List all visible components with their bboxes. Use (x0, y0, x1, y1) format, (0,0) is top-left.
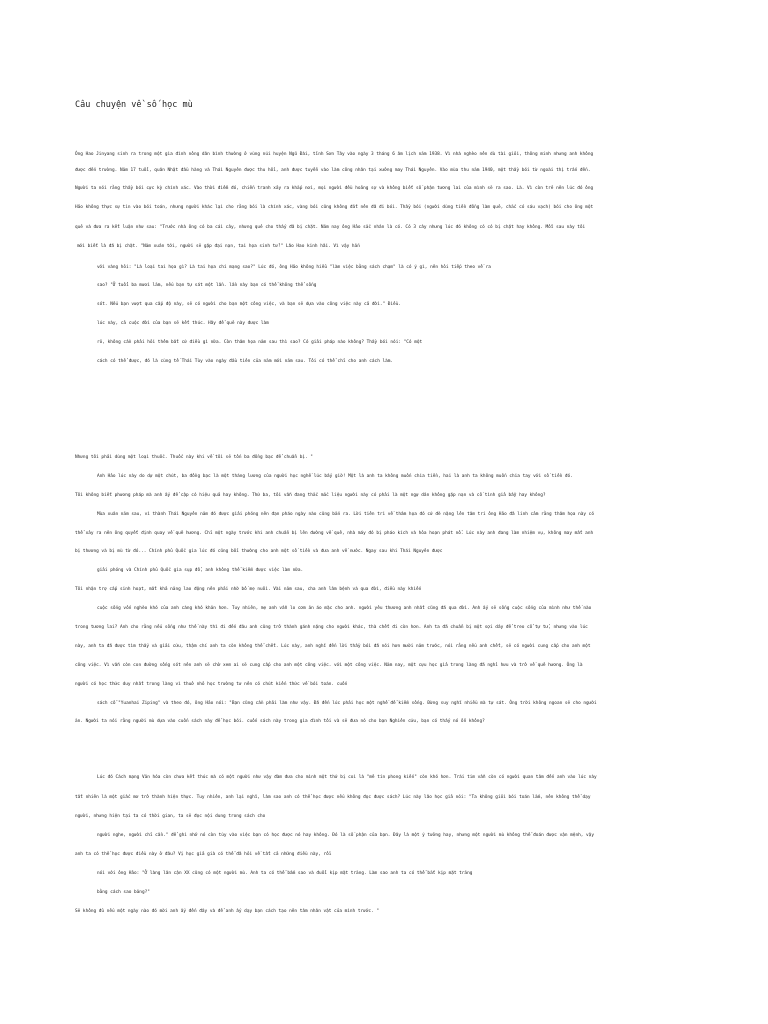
text-line: này, anh ta đã được tìm thấy và giải cứu, thậm chí anh ta còn không thể chết. Lúc này, anh nghĩ đến lời thầy bói đã nói hơn mười năm trước, nói rằng nếu anh chết, sẽ có người cung cấp cho anh một (75, 644, 591, 649)
text-line: quẻ và đưa ra kết luận như sau: "Trước nhà ông có ba cái cây, nhưng quẻ cho thấy đã bị chặt. Năm nay ông Hảo sắc nhân là có. Có 3 cây nhưng lúc đó không có có bị chặt hay không. Mỗi sau này tôi (75, 225, 586, 230)
text-line: Sẽ không đủ nếu một ngày nào đó mời anh ấy đến đây và để anh ấy dạy bạn cách tạo nên tâm nhân vật của mình trước. " (75, 909, 379, 914)
text-line: mới biết là đã bị chặt. "Năm xuân tới, người sẽ gặp đại nạn, tai họa sinh tử!" Lão Hao kinh hãi. Vì vậy hắn (77, 244, 360, 249)
text-line: ăn. Người ta nói rằng người mù dựa vào cuốn sách này để học bói. cuốn sách này trong gia đình tôi và sẽ đưa nó cho bạn Nghiên cứu, bạn có thấy nó ổn không? (75, 719, 485, 724)
text-line: sao? "Ở tuổi ba mươi lăm, nếu bạn tự sát một lần. lần này bạn có thể không thể sống (97, 283, 317, 288)
text-line: người nghe, người chỉ cần." để ghi nhớ nó còn tùy vào việc bạn có học được nó hay không. Đó là số phận của bạn. Đây là một ý tưởng hay, nhưng một người mù không thể đoán được vận mệnh, vậy (97, 833, 594, 838)
text-line: thể xảy ra nên ông quyết định quay về quê hương. Chỉ một ngày trước khi anh chuẩn bị lên đường về quê, nhà máy đó bị pháo kích và hỏa hoạn phát nổ. Lúc này anh đang làm nhiệm vụ, không may mất anh (75, 531, 594, 536)
text-line: được đến trường. Năm 17 tuổi, quân Nhật đầu hàng và Thái Nguyên được thu hồi, anh được tuyển vào làm công nhân tại xưởng may Thái Nguyên. Vào mùa thu năm 1940, một thầy bói từ ngoài thị trấn đến. (75, 168, 591, 173)
text-line: Mùa xuân năm sau, vì thành Thái Nguyên năm đó được giải phóng nên đạn pháo ngày nào cũng bắn ra. Lời tiên tri về thâm họa đó cứ đè nặng lên tâm trí ông Hảo đã linh cảm rằng thâm họa này có (97, 512, 594, 517)
text-line: Tôi nhận trợ cấp sinh hoạt, mất khả năng lao động nên phải nhờ bố mẹ nuôi. Vài năm sau, cha anh lâm bệnh và qua đời, điều này khiến (75, 587, 422, 592)
text-line: nói với ông Hảo: "Ở làng lân cận XX cũng có một người mù. Anh ta có thể bấm sao và đuổi kịp mặt trăng. Làm sao anh ta có thể bắt kịp mặt trăng (97, 871, 473, 876)
text-line: bằng cách sao băng?" (97, 890, 150, 895)
text-line: lúc này, cả cuộc đời của bạn sẽ kết thúc. Hãy để quẻ này được làm (97, 321, 269, 326)
text-line: người có học thức duy nhất trong làng vì thuở nhỏ học trường tư nên có chút kiến thức về bói toán. cuốn (75, 682, 348, 687)
text-line: người, nhưng hiện tại ta có thời gian, ta sẽ đọc nội dung trong sách cho (75, 814, 266, 819)
text-line: công việc. Vì vẫn còn con đường sống sót nên anh sẽ chờ xem ai sẽ cung cấp cho anh một công việc. với một công việc. Năm nay, một cựu học giả trong làng đã nghỉ hưu và trở về quê hương. Ông là (75, 663, 583, 668)
text-line: cách có thể được, đó là cùng tế Thái Tùy vào ngày đầu tiên của năm mới năm sau. Tôi có thể chỉ cho anh cách làm. (97, 359, 394, 364)
text-line: rõ, không cần phải hỏi thêm bất cứ điều gì nữa. Còn thâm họa năm sau thì sao? Có giải pháp nào không? Thầy bói nói: "Có một (97, 340, 423, 345)
text-line: bị thương và bị mù từ đó... Chính phủ Quốc gia lúc đó cũng bối thường cho anh một số tiền và đưa anh về nước. Ngay sau khi Thái Nguyên được (75, 549, 443, 554)
text-line: Ông Hao Jinyang sinh ra trong một gia đình nông dân bình thường ở vùng núi huyện Ngũ Đài, tỉnh Sơn Tây vào ngày 3 tháng 6 âm lịch năm 1938. Vì nhà nghèo nên dù tài giỏi, thông minh nhưng anh không (75, 152, 594, 157)
text-line: với vàng hỏi: "Là loại tai họa gì? Là tai họa chí mạng sao?" Lúc đó, ông Hảo không hiểu "làm việc bằng sách chạm" là có ý gì, nên hỏi tiếp theo về ra (97, 265, 491, 270)
text-line: Người ta nói rằng thầy bói cực kỳ chính xác. Vào thời điểm đó, chiến tranh xảy ra khắp nơi, mọi người đều hoảng sợ và không biết số phận tương lai của mình sẽ ra sao. Là. Vì còn trẻ nên lúc đó ông (75, 186, 594, 191)
text-line: giải phóng và Chính phủ Quốc gia sụp đổ, anh không thể kiếm được việc làm nữa. (97, 568, 304, 573)
text-line: trong tương lai? Anh cho rằng nếu sống như thế này thì đi đến đâu anh cũng trở thành gánh nặng cho người khác, thà chết đi còn hơn. Anh ta đã chuẩn bị một sợi dây để treo cổ tự tử, nhưng vào lúc (75, 625, 588, 630)
text-line: sách cổ "Yuanhai Ziping" và theo đó, ông Hảo nói: "Bạn cũng cần phải làm như vậy. Đã đến lúc phải học một nghề để kiếm sống. Đừng suy nghĩ nhiều mà tự sát. Ông trời không ngoan sẽ cho người (97, 701, 597, 706)
text-line: Nhưng tôi phải dùng một loại thuốc. Thuốc này khi về tôi sẽ tốn ba đồng bạc để chuẩn bị. " (75, 455, 313, 460)
text-line: cuộc sống vốn nghèo khó của anh càng khó khăn hơn. Tuy nhiên, mẹ anh vẫn lo cơm ăn áo mặc cho anh. người yêu thương anh nhất cũng đã qua đời. Anh ấy sẽ sống cuộc sống của mình như thế nào (97, 606, 592, 611)
page-title: Câu chuyện về số học mù (75, 100, 193, 110)
text-line: anh ta có thể học được điều này ở đâu? Vị học giả già có thể đã hỏi về tất cả những điều này, rồi (75, 852, 332, 857)
text-line: tất nhiên là một giấc mơ trở thành hiện thực. Tuy nhiên, anh lại nghĩ, làm sao anh có thể học được nếu không đọc được sách? Lúc này lão học giả nói: "Ta không giỏi bói toán lắm, nên không thể dạy (75, 795, 591, 800)
text-line: Tôi không biết phương pháp mà anh ấy để cập có hiệu quả hay không. Thứ ba, tôi vẫn đang thắc mắc liệu người này có phải là một ngự dân không gặp nạn và cố tình giả bẫy hay không? (75, 493, 546, 498)
text-line: Lúc đó Cách mạng Văn hóa còn chưa kết thúc mà có một người như vậy đàm đưa cho mình một thứ bị coi là "mê tín phong kiến" còn khó hơn. Trái tim vẫn còn có người quan tâm đến anh vào lúc này (97, 775, 597, 780)
text-line: Anh Hảo lúc này do dự một chút, ba đồng bạc là một tháng lương của người học nghề lúc bấy giờ! Một là anh ta không muốn chia tiền, hai là anh ta không muốn chia tay với số tiền đó. (97, 474, 573, 479)
text-line: sót. Nếu bạn vượt qua cấp độ này, sẽ có người cho bạn một công việc, và bạn sẽ dựa vào công việc này cả đời." Điều. (97, 302, 401, 307)
text-line: Hảo không thực sự tin vào bói toán, nhưng người khác lại cho rằng bói là chính xác, vàng bói cũng không đắt nên đã đi bói. Thầy bói (người dùng tiền đồng làm quẻ, chắc có sáu vạch) bói cho ông một (75, 205, 594, 210)
